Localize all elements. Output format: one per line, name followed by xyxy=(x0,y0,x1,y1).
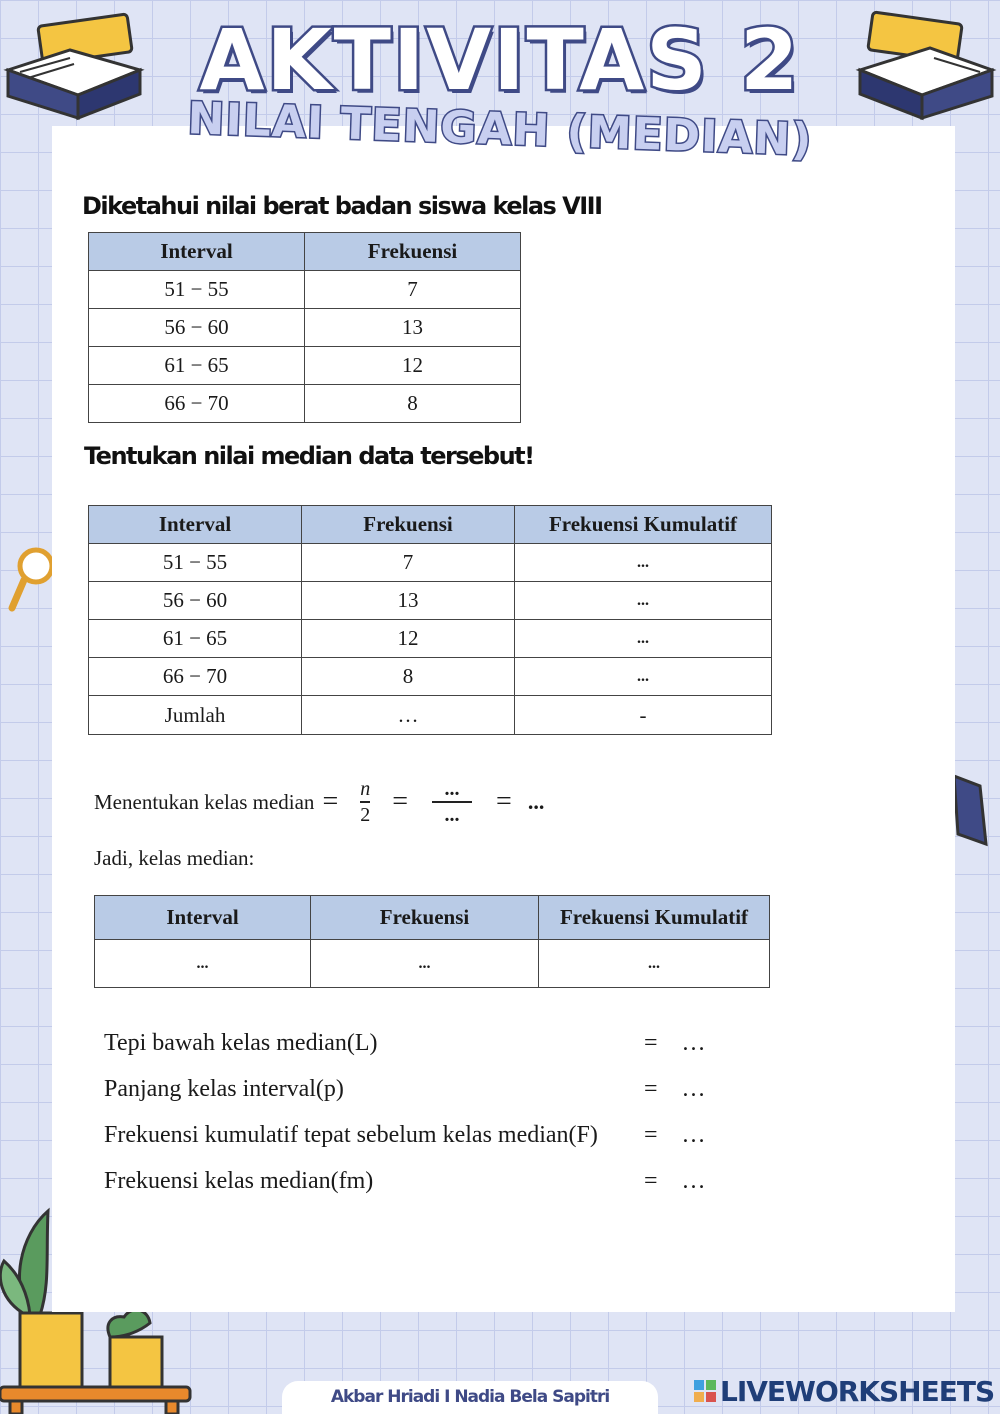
page-title: AKTIVITAS 2 xyxy=(199,11,801,109)
table-row xyxy=(95,940,770,988)
cell-frekuensi: 7 xyxy=(305,271,521,309)
table-header-row xyxy=(89,506,772,544)
cell-jumlah-label: Jumlah xyxy=(89,696,302,735)
header-interval: Interval xyxy=(89,233,305,271)
liveworksheets-logo xyxy=(694,1374,994,1408)
frekuensi-median-answer-field[interactable]: … xyxy=(681,1168,706,1194)
header-frekuensi-kumulatif: Frekuensi Kumulatif xyxy=(515,506,772,544)
definition-value-wrap xyxy=(644,1122,724,1149)
tepi-bawah-answer-field[interactable]: … xyxy=(681,1030,706,1056)
table-row xyxy=(89,696,772,735)
book-icon-side xyxy=(950,770,990,850)
blank-numerator-field[interactable]: ... xyxy=(444,778,460,800)
median-class-formula xyxy=(94,772,544,832)
frekuensi-kumulatif-answer-field[interactable]: … xyxy=(681,1122,706,1148)
n-over-2-fraction xyxy=(360,777,370,827)
header-frekuensi-kumulatif: Frekuensi Kumulatif xyxy=(539,896,770,940)
cumulative-answer-field[interactable]: ... xyxy=(515,544,772,582)
cell-interval: 56 − 60 xyxy=(89,582,302,620)
cell-interval: 61 − 65 xyxy=(89,620,302,658)
data-table xyxy=(88,232,521,423)
cumulative-answer-field[interactable]: ... xyxy=(515,658,772,696)
cell-frekuensi: 12 xyxy=(305,347,521,385)
header-frekuensi: Frekuensi xyxy=(305,233,521,271)
median-class-label: Menentukan kelas median xyxy=(94,789,315,814)
magnifier-icon xyxy=(6,544,56,614)
table-header-row xyxy=(95,896,770,940)
equals-sign: = xyxy=(644,1122,658,1148)
median-interval-field[interactable]: ... xyxy=(95,940,311,988)
cell-interval: 51 − 55 xyxy=(89,271,305,309)
footer-authors: Akbar Hriadi I Nadia Bela Sapitri xyxy=(282,1381,658,1414)
liveworksheets-logo-icon xyxy=(694,1380,716,1402)
blank-denominator-field[interactable]: ... xyxy=(444,804,460,826)
median-kumulatif-field[interactable]: ... xyxy=(539,940,770,988)
panjang-kelas-answer-field[interactable]: … xyxy=(681,1076,706,1102)
table-row xyxy=(89,658,772,696)
median-frekuensi-field[interactable]: ... xyxy=(311,940,539,988)
definition-row xyxy=(104,1076,724,1103)
definition-row xyxy=(104,1030,724,1057)
cell-frekuensi: 8 xyxy=(305,385,521,423)
fraction-numerator: n xyxy=(360,778,371,800)
definition-label: Panjang kelas interval(p) xyxy=(104,1076,344,1102)
header-interval: Interval xyxy=(89,506,302,544)
definition-value-wrap xyxy=(644,1076,724,1103)
cumulative-answer-field[interactable]: ... xyxy=(515,620,772,658)
liveworksheets-logo-text: LIVEWORKSHEETS xyxy=(720,1374,995,1408)
header-interval: Interval xyxy=(95,896,311,940)
definition-row xyxy=(104,1122,724,1149)
definition-label: Frekuensi kumulatif tepat sebelum kelas median(F) xyxy=(104,1122,598,1148)
jadi-label: Jadi, kelas median: xyxy=(94,846,255,870)
table-row xyxy=(89,309,521,347)
header-frekuensi: Frekuensi xyxy=(302,506,515,544)
question-heading: Tentukan nilai median data tersebut! xyxy=(84,442,534,470)
cell-frekuensi: 12 xyxy=(302,620,515,658)
cell-frekuensi: 13 xyxy=(302,582,515,620)
header-frekuensi: Frekuensi xyxy=(311,896,539,940)
definition-row xyxy=(104,1168,724,1195)
table-header-row xyxy=(89,233,521,271)
blank-fraction xyxy=(432,777,472,827)
definition-value-wrap xyxy=(644,1030,724,1057)
cell-interval: 56 − 60 xyxy=(89,309,305,347)
cell-interval: 66 − 70 xyxy=(89,385,305,423)
cumulative-answer-field[interactable]: ... xyxy=(515,582,772,620)
table-row xyxy=(89,544,772,582)
definition-value-wrap xyxy=(644,1168,724,1195)
equals-sign: = xyxy=(496,786,512,817)
cell-interval: 66 − 70 xyxy=(89,658,302,696)
cell-frekuensi: 8 xyxy=(302,658,515,696)
cell-interval: 61 − 65 xyxy=(89,347,305,385)
definition-label: Frekuensi kelas median(fm) xyxy=(104,1168,374,1194)
equals-sign: = xyxy=(392,786,409,817)
median-position-answer-field[interactable]: ... xyxy=(527,789,545,814)
intro-heading: Diketahui nilai berat badan siswa kelas VIII xyxy=(82,192,602,220)
cell-frekuensi: 13 xyxy=(305,309,521,347)
cell-interval: 51 − 55 xyxy=(89,544,302,582)
equals-sign: = xyxy=(644,1076,658,1102)
equals-sign: = xyxy=(644,1030,658,1056)
table-row xyxy=(89,347,521,385)
page-subtitle: NILAI TENGAH (MEDIAN) xyxy=(186,93,814,166)
cell-frekuensi: 7 xyxy=(302,544,515,582)
table-row xyxy=(89,385,521,423)
table-row xyxy=(89,620,772,658)
median-class-table xyxy=(94,895,770,988)
table-row xyxy=(89,271,521,309)
definition-label: Tepi bawah kelas median(L) xyxy=(104,1030,378,1056)
equals-sign: = xyxy=(644,1168,658,1194)
fraction-denominator: 2 xyxy=(360,804,371,826)
table-row xyxy=(89,582,772,620)
jumlah-answer-field[interactable]: … xyxy=(302,696,515,735)
equals-sign: = xyxy=(322,786,339,817)
cumulative-table xyxy=(88,505,772,735)
cell-dash: - xyxy=(515,696,772,735)
